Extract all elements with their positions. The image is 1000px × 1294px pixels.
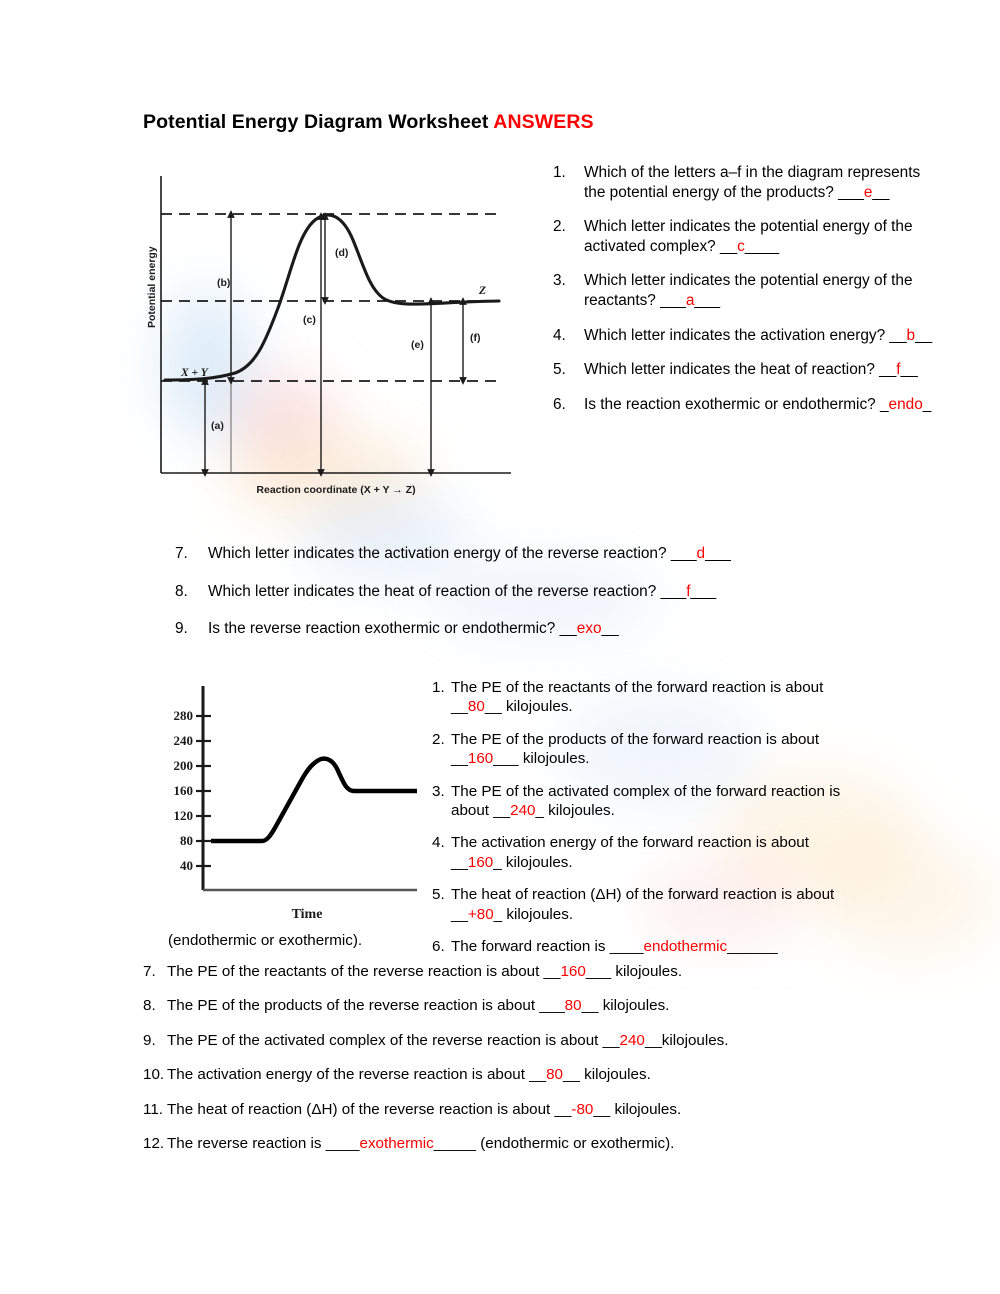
answer-value: 160 xyxy=(560,963,586,980)
chart2-data-line xyxy=(211,759,417,841)
product-label: Z xyxy=(479,285,487,297)
question-suffix: kilojoules. xyxy=(501,698,573,716)
question-text xyxy=(167,962,963,981)
question-prompt: The reverse reaction is xyxy=(167,1135,326,1153)
answer-value: e xyxy=(863,183,873,201)
answer-value: endothermic xyxy=(643,938,728,956)
answer-value: -80 xyxy=(571,1100,594,1118)
question-text xyxy=(167,1134,963,1153)
question-prompt: Which letter indicates the heat of reaction? xyxy=(584,361,880,379)
chart2-ticklabel-40: 40 xyxy=(180,858,193,873)
answer-value: 160 xyxy=(467,853,494,871)
question-suffix: kilojoules. xyxy=(518,750,590,768)
answer-blank-trail: ___ xyxy=(493,750,519,768)
question-text xyxy=(451,678,857,717)
answer-blank-lead: ____ xyxy=(609,938,644,956)
question-text xyxy=(451,885,857,924)
question-number: 7. xyxy=(175,545,188,562)
question-suffix: kilojoules. xyxy=(661,1031,729,1049)
question-text xyxy=(208,582,965,602)
question-item xyxy=(553,395,943,415)
answer-blank-lead: __ xyxy=(543,963,561,980)
answer-value: 80 xyxy=(546,1066,563,1084)
questions-section-1 xyxy=(553,163,943,429)
question-prompt: Is the reaction exothermic or endothermic? xyxy=(584,395,880,413)
marker-b-label: (b) xyxy=(217,277,231,289)
reactant-label: X + Y xyxy=(181,367,208,379)
answer-blank-trail: ___ xyxy=(694,291,721,309)
question-number: 8. xyxy=(143,997,156,1015)
question-number: 5. xyxy=(432,886,445,904)
pe-diagram-svg xyxy=(143,168,518,498)
question-text xyxy=(451,782,857,821)
answer-value: c xyxy=(737,237,745,255)
answer-blank-lead: __ xyxy=(554,1100,572,1118)
answer-value: +80 xyxy=(467,905,494,923)
question-prompt: The heat of reaction (ΔH) of the forward reaction is about xyxy=(451,886,835,904)
chart2-ticklabel-120: 120 xyxy=(173,808,193,823)
answer-value: 240 xyxy=(619,1031,645,1049)
question-text xyxy=(584,360,943,380)
question-number: 4. xyxy=(553,326,566,344)
question-text xyxy=(584,217,943,256)
question-item xyxy=(175,619,965,639)
marker-a-label: (a) xyxy=(211,420,224,432)
question-prompt: The PE of the activated complex of the reverse reaction is about xyxy=(167,1031,603,1049)
chart2-x-axis-label: Time xyxy=(291,907,323,922)
answer-blank-lead: __ xyxy=(602,1031,620,1049)
answer-blank-lead: ___ xyxy=(838,183,864,201)
question-prompt: Is the reverse reaction exothermic or endothermic? xyxy=(208,620,560,638)
answer-blank-lead: __ xyxy=(720,237,738,255)
question-number: 5. xyxy=(553,361,566,379)
question-item xyxy=(432,782,857,821)
question-item xyxy=(143,1065,963,1084)
answer-blank-lead: ___ xyxy=(660,582,687,600)
question-suffix: kilojoules. xyxy=(579,1066,651,1084)
answer-value: f xyxy=(896,361,901,379)
pe-time-chart-svg xyxy=(155,680,425,925)
answer-blank-trail: _ xyxy=(493,853,502,871)
potential-energy-diagram xyxy=(143,168,518,498)
question-suffix: kilojoules. xyxy=(502,905,574,923)
answer-blank-trail: ___ xyxy=(585,963,612,980)
page-title-answers: ANSWERS xyxy=(493,111,594,133)
question-suffix: kilojoules. xyxy=(543,802,615,820)
answer-blank-trail: ___ xyxy=(705,545,731,562)
question-number: 3. xyxy=(432,782,445,800)
question-item xyxy=(553,217,943,256)
answer-blank-lead: __ xyxy=(529,1066,547,1084)
question-prompt: The activation energy of the forward reaction is about xyxy=(451,834,809,852)
answer-value: a xyxy=(685,291,695,309)
answer-value: f xyxy=(686,582,691,600)
questions-section-1b xyxy=(175,544,965,657)
question-number: 7. xyxy=(143,963,156,980)
answer-blank-lead: ___ xyxy=(660,291,686,309)
answer-value: endo xyxy=(888,395,923,413)
question-prompt: The PE of the reactants of the reverse reaction is about xyxy=(167,963,544,980)
question-suffix: kilojoules. xyxy=(598,997,670,1015)
question-number: 9. xyxy=(175,620,188,638)
answer-blank-trail: _ xyxy=(922,395,932,413)
question-text xyxy=(167,1100,963,1119)
question-number: 8. xyxy=(175,582,188,600)
y-axis-label: Potential energy xyxy=(146,246,158,328)
answer-blank-lead: __ xyxy=(559,620,577,638)
question-prompt: The PE of the products of the forward reaction is about xyxy=(451,730,820,748)
answer-value: 80 xyxy=(467,698,485,716)
answer-value: d xyxy=(696,545,706,562)
question-prompt: Which letter indicates the potential energy of the reactants? xyxy=(584,272,913,309)
page-title xyxy=(143,111,594,134)
x-axis-label: Reaction coordinate (X + Y → Z) xyxy=(256,484,416,496)
answer-value: 240 xyxy=(510,802,536,820)
pe-vs-time-graph xyxy=(155,680,425,925)
question-prompt: Which letter indicates the activation energy? xyxy=(584,326,890,344)
question-suffix: kilojoules. xyxy=(611,963,683,980)
question-item xyxy=(175,544,965,564)
question-number: 6. xyxy=(553,395,566,413)
question-number: 9. xyxy=(143,1031,156,1049)
question-prompt: Which letter indicates the potential energy of the activated complex? xyxy=(584,218,913,255)
question-item xyxy=(143,1134,963,1153)
chart2-ticklabel-280: 280 xyxy=(173,708,193,723)
answer-blank-trail: _ xyxy=(493,905,503,923)
marker-e-label: (e) xyxy=(411,339,424,351)
question-number: 3. xyxy=(553,272,566,290)
reaction-curve xyxy=(165,215,499,380)
page-title-main: Potential Energy Diagram Worksheet xyxy=(143,111,494,133)
answer-blank-trail: __ xyxy=(644,1031,662,1049)
marker-d-label: (d) xyxy=(335,247,349,259)
question-item xyxy=(553,326,943,346)
questions-section-2 xyxy=(432,678,857,969)
question-item xyxy=(432,730,857,769)
question-suffix: (endothermic or exothermic). xyxy=(476,1135,675,1153)
answer-blank-trail: ____ xyxy=(744,237,780,255)
question-item xyxy=(553,163,943,202)
chart2-ticklabel-240: 240 xyxy=(173,733,193,748)
answer-blank-trail: ______ xyxy=(727,938,778,956)
question-text xyxy=(167,996,963,1015)
answer-blank-trail: __ xyxy=(581,997,599,1015)
answer-blank-lead: __ xyxy=(451,750,468,768)
question-item xyxy=(143,996,963,1015)
answer-blank-lead: ___ xyxy=(539,997,565,1015)
answer-blank-lead: __ xyxy=(889,326,907,344)
answer-value: 80 xyxy=(564,997,582,1015)
question-prompt: The PE of the reactants of the forward reaction is about xyxy=(451,679,824,696)
marker-c-label: (c) xyxy=(303,314,316,326)
answer-value: b xyxy=(906,326,916,344)
chart2-ticklabel-200: 200 xyxy=(173,758,193,773)
question-text xyxy=(451,730,857,769)
question-number: 2. xyxy=(553,218,566,236)
answer-blank-lead: __ xyxy=(451,698,468,716)
question-text xyxy=(451,833,857,872)
question-item xyxy=(432,885,857,924)
answer-blank-trail: __ xyxy=(872,183,890,201)
question-6-continuation: (endothermic or exothermic). xyxy=(168,932,363,949)
answer-blank-trail: __ xyxy=(601,620,619,638)
answer-blank-lead: __ xyxy=(493,802,511,820)
answer-blank-trail: _____ xyxy=(433,1135,477,1153)
question-item xyxy=(143,962,963,981)
answer-blank-lead: __ xyxy=(879,361,897,379)
marker-f-label: (f) xyxy=(470,332,481,344)
chart2-ticklabel-160: 160 xyxy=(173,783,193,798)
answer-blank-lead: _ xyxy=(879,395,889,413)
chart2-ticklabel-80: 80 xyxy=(180,833,193,848)
answer-blank-trail: __ xyxy=(562,1066,580,1084)
question-text xyxy=(208,619,965,639)
answer-value: exo xyxy=(576,620,602,638)
answer-blank-trail: __ xyxy=(900,361,918,379)
question-prompt: Which of the letters a–f in the diagram represents the potential energy of the products? xyxy=(584,164,921,201)
question-text xyxy=(208,544,965,564)
answer-blank-trail: __ xyxy=(915,326,933,344)
questions-section-3 xyxy=(143,962,963,1168)
question-number: 4. xyxy=(432,834,445,852)
question-prompt: The activation energy of the reverse reaction is about xyxy=(167,1066,530,1084)
answer-blank-trail: __ xyxy=(593,1100,611,1118)
answer-blank-lead: ____ xyxy=(325,1135,360,1153)
question-item xyxy=(432,833,857,872)
answer-blank-lead: __ xyxy=(451,853,468,871)
question-text xyxy=(167,1031,963,1050)
question-text xyxy=(584,395,943,415)
answer-blank-trail: ___ xyxy=(690,582,717,600)
question-text xyxy=(167,1065,963,1084)
question-text xyxy=(451,937,857,956)
question-item xyxy=(553,271,943,310)
answer-blank-trail: __ xyxy=(484,698,502,716)
question-number: 10. xyxy=(143,1066,165,1084)
question-prompt: Which letter indicates the activation energy of the reverse reaction? xyxy=(208,545,671,562)
answer-blank-lead: ___ xyxy=(670,545,697,562)
answer-blank-trail: _ xyxy=(535,802,544,820)
question-number: 2. xyxy=(432,730,445,748)
question-suffix: kilojoules. xyxy=(610,1100,682,1118)
question-number: 1. xyxy=(553,164,566,181)
answer-value: 160 xyxy=(467,750,494,768)
question-prompt: The PE of the products of the reverse reaction is about xyxy=(167,997,540,1015)
question-number: 12. xyxy=(143,1135,165,1153)
question-prompt: The PE of the activated complex of the forward reaction is about xyxy=(451,782,841,820)
question-number: 1. xyxy=(432,679,445,696)
question-item xyxy=(175,582,965,602)
question-item xyxy=(143,1100,963,1119)
answer-value: exothermic xyxy=(359,1135,434,1153)
question-number: 11. xyxy=(143,1100,163,1118)
question-number: 6. xyxy=(432,938,445,956)
question-item xyxy=(143,1031,963,1050)
question-text xyxy=(584,271,943,310)
question-item xyxy=(553,360,943,380)
question-prompt: The forward reaction is xyxy=(451,938,610,956)
question-suffix: kilojoules. xyxy=(501,853,573,871)
question-prompt: The heat of reaction (ΔH) of the reverse reaction is about xyxy=(167,1100,555,1118)
question-text xyxy=(584,326,943,346)
question-item xyxy=(432,937,857,956)
question-text xyxy=(584,163,943,202)
question-item xyxy=(432,678,857,717)
question-prompt: Which letter indicates the heat of reaction of the reverse reaction? xyxy=(208,582,661,600)
answer-blank-lead: __ xyxy=(451,905,468,923)
